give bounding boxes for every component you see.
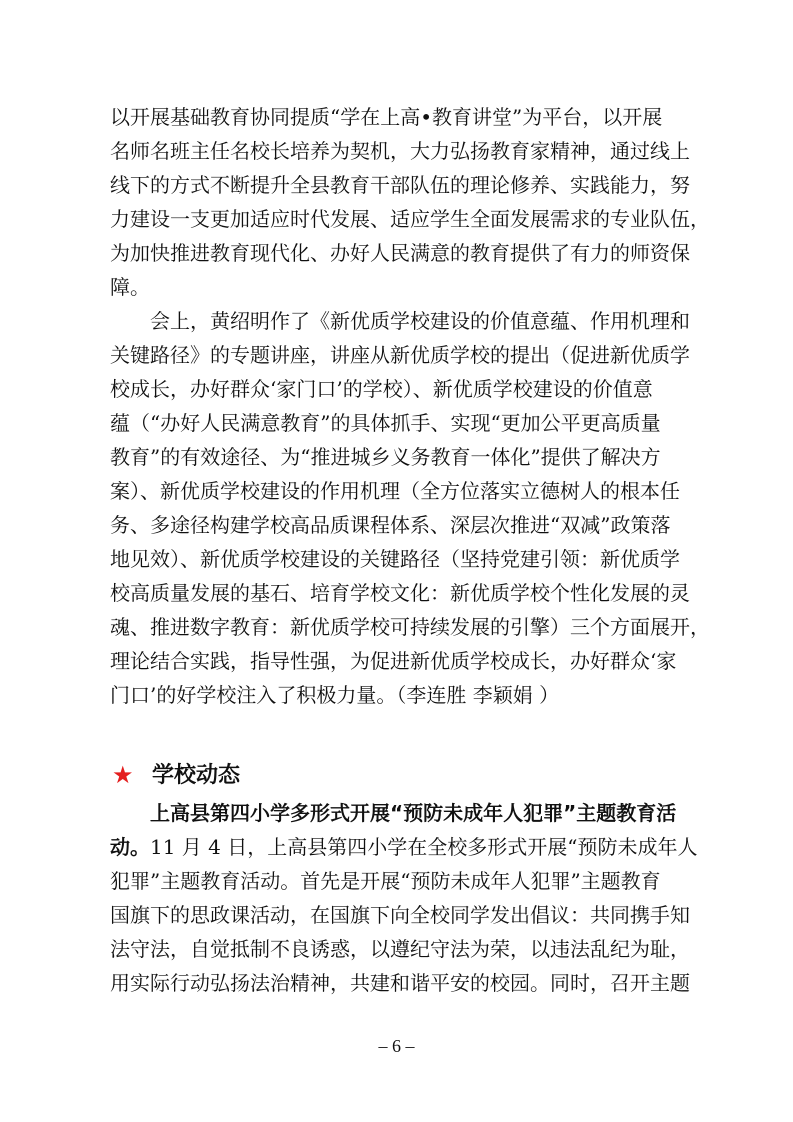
text-line: 以开展基础教育协同提质“学在上高•教育讲堂”为平台，以开展	[110, 105, 663, 129]
text-line: 用实际行动弘扬法治精神，共建和谐平安的校园。同时，召开主题	[110, 971, 690, 995]
text-line: 关键路径》的专题讲座，讲座从新优质学校的提出（促进新优质学	[110, 343, 690, 367]
text-line: 障。	[110, 275, 150, 299]
section-title: 学校动态	[152, 763, 241, 788]
text-line: 理论结合实践，指导性强，为促进新优质学校成长，办好群众‘家	[110, 649, 677, 673]
text-line: 教育”的有效途径、为“推进城乡义务教育一体化”提供了解决方	[110, 445, 661, 469]
text-line: 案）、新优质学校建设的作用机理（全方位落实立德树人的根本任	[110, 479, 680, 503]
text-line: 务、多途径构建学校高品质课程体系、深层次推进“双减”政策落	[110, 513, 671, 537]
text-line: 名师名班主任名校长培养为契机，大力弘扬教育家精神，通过线上	[110, 139, 690, 163]
text-line: 会上，黄绍明作了《新优质学校建设的价值意蕴、作用机理和	[150, 309, 690, 333]
text-line: 力建设一支更加适应时代发展、适应学生全面发展需求的专业队伍，	[110, 207, 710, 231]
text-line: 蕴（“办好人民满意教育”的具体抓手、实现“更加公平更高质量	[110, 411, 661, 435]
text-line: 法守法，自觉抵制不良诱惑，以遵纪守法为荣，以违法乱纪为耻，	[110, 937, 690, 961]
text-line: 门口’的好学校注入了积极力量。（李连胜 李颖娟 ）	[110, 683, 560, 707]
text-line: 线下的方式不断提升全县教育干部队伍的理论修养、实践能力，努	[110, 173, 690, 197]
text-line: 校成长，办好群众‘家门口’的学校）、新优质学校建设的价值意	[110, 377, 653, 401]
text-line: 魂、推进数字教育：新优质学校可持续发展的引擎）三个方面展开，	[110, 615, 710, 639]
star-icon: ★	[112, 761, 134, 789]
text-line	[110, 830, 697, 864]
page-number: – 6 –	[378, 1036, 415, 1056]
text-line: 犯罪”主题教育活动。首先是开展“预防未成年人犯罪”主题教育	[110, 869, 661, 893]
news-date-text: 11 月 4 日，上高县第四小学在全校多形式开展“预防未成年人	[150, 835, 698, 859]
news-headline-end: 动。	[110, 835, 150, 859]
text-line: 为加快推进教育现代化、办好人民满意的教育提供了有力的师资保	[110, 241, 690, 265]
news-headline: 上高县第四小学多形式开展“预防未成年人犯罪”主题教育活	[150, 801, 677, 825]
text-line: 校高质量发展的基石、培育学校文化：新优质学校个性化发展的灵	[110, 581, 690, 605]
text-line: 国旗下的思政课活动，在国旗下向全校同学发出倡议：共同携手知	[110, 903, 690, 927]
text-line: 地见效）、新优质学校建设的关键路径（坚持党建引领：新优质学	[110, 547, 680, 571]
